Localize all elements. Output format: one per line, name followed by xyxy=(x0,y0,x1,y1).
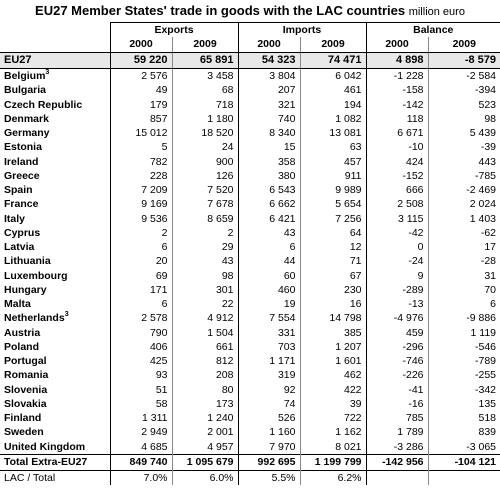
cell: 12 xyxy=(300,240,366,254)
cell: 722 xyxy=(300,411,366,425)
table-row xyxy=(0,83,500,97)
table-row xyxy=(0,112,500,126)
cell: 3 804 xyxy=(238,69,300,84)
row-label xyxy=(0,311,110,325)
row-label xyxy=(0,383,110,397)
cell: 5 439 xyxy=(428,126,500,140)
cell: 790 xyxy=(110,326,172,340)
cell: 58 xyxy=(110,397,172,411)
cell: 7.0% xyxy=(110,470,172,485)
cell: 6 662 xyxy=(238,197,300,211)
cell: 93 xyxy=(110,368,172,382)
cell: 7 678 xyxy=(172,197,238,211)
cell: 331 xyxy=(238,326,300,340)
footnote-marker: 3 xyxy=(45,69,50,76)
cell: 1 601 xyxy=(300,354,366,368)
cell: -394 xyxy=(428,83,500,97)
cell: -3 065 xyxy=(428,440,500,455)
cell: 43 xyxy=(172,254,238,268)
table-row xyxy=(0,425,500,439)
table-row xyxy=(0,254,500,268)
year-header: 2000 xyxy=(110,37,172,53)
table-row xyxy=(0,297,500,311)
country-name: Luxembourg xyxy=(4,269,68,282)
country-name: Denmark xyxy=(4,112,49,125)
table-row xyxy=(0,240,500,254)
cell: 71 xyxy=(300,254,366,268)
cell: 666 xyxy=(366,183,428,197)
row-label xyxy=(0,140,110,154)
cell: 207 xyxy=(238,83,300,97)
lac-share-row xyxy=(0,470,500,485)
table-row xyxy=(0,126,500,140)
cell: 49 xyxy=(110,83,172,97)
cell: 6 421 xyxy=(238,212,300,226)
cell: -42 xyxy=(366,226,428,240)
cell: -785 xyxy=(428,169,500,183)
cell: 44 xyxy=(238,254,300,268)
row-label xyxy=(0,397,110,411)
cell: 7 554 xyxy=(238,311,300,325)
row-label xyxy=(0,440,110,455)
year-header: 2009 xyxy=(300,37,366,53)
table-row xyxy=(0,383,500,397)
row-label xyxy=(0,425,110,439)
cell: -28 xyxy=(428,254,500,268)
cell: 65 891 xyxy=(172,53,238,69)
cell: -62 xyxy=(428,226,500,240)
cell: 59 220 xyxy=(110,53,172,69)
cell: 7 256 xyxy=(300,212,366,226)
cell: 4 898 xyxy=(366,53,428,69)
cell: 4 685 xyxy=(110,440,172,455)
cell: 425 xyxy=(110,354,172,368)
cell: 74 471 xyxy=(300,53,366,69)
cell: 3 458 xyxy=(172,69,238,84)
cell: 2 xyxy=(110,226,172,240)
cell: -746 xyxy=(366,354,428,368)
cell: -2 469 xyxy=(428,183,500,197)
cell: 194 xyxy=(300,98,366,112)
cell: -1 228 xyxy=(366,69,428,84)
cell: 385 xyxy=(300,326,366,340)
row-label xyxy=(0,240,110,254)
table-row xyxy=(0,212,500,226)
table-row xyxy=(0,368,500,382)
cell: -142 xyxy=(366,98,428,112)
cell: -104 121 xyxy=(428,454,500,470)
cell: 8 659 xyxy=(172,212,238,226)
cell: 9 xyxy=(366,269,428,283)
cell: 39 xyxy=(300,397,366,411)
cell: 8 021 xyxy=(300,440,366,455)
cell: 1 180 xyxy=(172,112,238,126)
row-label xyxy=(0,83,110,97)
cell: 6 671 xyxy=(366,126,428,140)
cell: 208 xyxy=(172,368,238,382)
cell: 67 xyxy=(300,269,366,283)
cell: 857 xyxy=(110,112,172,126)
cell: 523 xyxy=(428,98,500,112)
country-name: United Kingdom xyxy=(4,440,86,453)
cell: 992 695 xyxy=(238,454,300,470)
cell: 839 xyxy=(428,425,500,439)
cell: 2 576 xyxy=(110,69,172,84)
country-name: Italy xyxy=(4,212,26,225)
cell: -39 xyxy=(428,140,500,154)
country-name: Hungary xyxy=(4,283,47,296)
row-label xyxy=(0,169,110,183)
cell: -16 xyxy=(366,397,428,411)
cell: 1 207 xyxy=(300,340,366,354)
cell: 14 798 xyxy=(300,311,366,325)
cell: 22 xyxy=(172,297,238,311)
row-label xyxy=(0,326,110,340)
cell: 51 xyxy=(110,383,172,397)
cell: 3 115 xyxy=(366,212,428,226)
cell: 782 xyxy=(110,155,172,169)
cell: 13 081 xyxy=(300,126,366,140)
row-label xyxy=(0,226,110,240)
country-name: Netherlands xyxy=(4,312,65,325)
cell: 5 654 xyxy=(300,197,366,211)
table-row xyxy=(0,226,500,240)
row-label xyxy=(0,155,110,169)
table-row xyxy=(0,98,500,112)
year-header-row xyxy=(0,37,500,53)
cell: 43 xyxy=(238,226,300,240)
country-name: Finland xyxy=(4,412,42,424)
cell: 459 xyxy=(366,326,428,340)
country-name: Greece xyxy=(4,169,40,182)
cell: 6 xyxy=(110,297,172,311)
row-label xyxy=(0,98,110,112)
cell: 7 209 xyxy=(110,183,172,197)
cell: -255 xyxy=(428,368,500,382)
unit-text: million euro xyxy=(408,6,465,18)
cell: 19 xyxy=(238,297,300,311)
table-row xyxy=(0,311,500,325)
cell: 301 xyxy=(172,283,238,297)
cell: 228 xyxy=(110,169,172,183)
country-name: Czech Republic xyxy=(4,98,83,111)
cell: 6 543 xyxy=(238,183,300,197)
row-label xyxy=(0,283,110,297)
cell: 1 240 xyxy=(172,411,238,425)
table-row xyxy=(0,140,500,154)
cell: 7 520 xyxy=(172,183,238,197)
trade-table xyxy=(0,22,500,485)
country-name: Belgium xyxy=(4,70,46,82)
cell: 29 xyxy=(172,240,238,254)
row-label: EU27 xyxy=(0,53,110,69)
cell: -142 956 xyxy=(366,454,428,470)
cell: 900 xyxy=(172,155,238,169)
cell: 2 024 xyxy=(428,197,500,211)
group-header-balance: Balance xyxy=(366,23,500,38)
cell: 1 082 xyxy=(300,112,366,126)
cell: 457 xyxy=(300,155,366,169)
group-header-exports: Exports xyxy=(110,23,238,38)
cell: -789 xyxy=(428,354,500,368)
row-label: LAC / Total xyxy=(0,470,110,485)
table-row xyxy=(0,169,500,183)
cell: 15 xyxy=(238,140,300,154)
cell: 1 119 xyxy=(428,326,500,340)
cell: 7 970 xyxy=(238,440,300,455)
cell xyxy=(428,470,500,485)
cell: 6 xyxy=(238,240,300,254)
row-label xyxy=(0,340,110,354)
table-row xyxy=(0,411,500,425)
country-name: Lithuania xyxy=(4,255,51,268)
cell: 703 xyxy=(238,340,300,354)
country-name: Romania xyxy=(4,369,49,382)
cell: 461 xyxy=(300,83,366,97)
document-title xyxy=(0,0,500,22)
cell: 2 578 xyxy=(110,311,172,325)
cell: 4 957 xyxy=(172,440,238,455)
cell: 70 xyxy=(428,283,500,297)
table-row xyxy=(0,69,500,84)
table-row xyxy=(0,340,500,354)
cell: 118 xyxy=(366,112,428,126)
cell: 54 323 xyxy=(238,53,300,69)
cell: 1 162 xyxy=(300,425,366,439)
cell: 17 xyxy=(428,240,500,254)
cell: -13 xyxy=(366,297,428,311)
row-label xyxy=(0,368,110,382)
cell: 785 xyxy=(366,411,428,425)
cell: 4 912 xyxy=(172,311,238,325)
cell: -9 886 xyxy=(428,311,500,325)
cell: 171 xyxy=(110,283,172,297)
table-row xyxy=(0,155,500,169)
cell: 319 xyxy=(238,368,300,382)
cell: 1 789 xyxy=(366,425,428,439)
cell: 849 740 xyxy=(110,454,172,470)
year-header: 2009 xyxy=(172,37,238,53)
group-header-imports: Imports xyxy=(238,23,366,38)
cell: -152 xyxy=(366,169,428,183)
title-text: EU27 Member States' trade in goods with the LAC countries xyxy=(35,3,406,18)
country-name: Poland xyxy=(4,340,40,353)
year-header: 2009 xyxy=(428,37,500,53)
cell: 92 xyxy=(238,383,300,397)
cell: 422 xyxy=(300,383,366,397)
cell: 64 xyxy=(300,226,366,240)
cell: 6 xyxy=(428,297,500,311)
country-name: Slovakia xyxy=(4,397,47,410)
cell: 9 169 xyxy=(110,197,172,211)
cell: 31 xyxy=(428,269,500,283)
cell: 518 xyxy=(428,411,500,425)
cell: -41 xyxy=(366,383,428,397)
cell: 1 403 xyxy=(428,212,500,226)
cell: 661 xyxy=(172,340,238,354)
cell: -8 579 xyxy=(428,53,500,69)
cell: 2 508 xyxy=(366,197,428,211)
cell: 460 xyxy=(238,283,300,297)
cell: 60 xyxy=(238,269,300,283)
cell: 718 xyxy=(172,98,238,112)
total-row xyxy=(0,454,500,470)
cell: 230 xyxy=(300,283,366,297)
cell: 1 311 xyxy=(110,411,172,425)
cell: -289 xyxy=(366,283,428,297)
cell: 462 xyxy=(300,368,366,382)
cell: 5 xyxy=(110,140,172,154)
cell xyxy=(366,470,428,485)
country-name: Portugal xyxy=(4,355,47,367)
cell: 8 340 xyxy=(238,126,300,140)
table-row xyxy=(0,269,500,283)
table-row xyxy=(0,283,500,297)
row-label xyxy=(0,69,110,84)
cell: 24 xyxy=(172,140,238,154)
row-label xyxy=(0,112,110,126)
cell: 321 xyxy=(238,98,300,112)
cell: 126 xyxy=(172,169,238,183)
cell: 380 xyxy=(238,169,300,183)
cell: 6 xyxy=(110,240,172,254)
country-name: Ireland xyxy=(4,155,39,168)
cell: -10 xyxy=(366,140,428,154)
footnote-marker: 3 xyxy=(64,311,69,319)
cell: -342 xyxy=(428,383,500,397)
cell: 80 xyxy=(172,383,238,397)
cell: 74 xyxy=(238,397,300,411)
cell: -3 286 xyxy=(366,440,428,455)
country-name: Bulgaria xyxy=(4,84,47,97)
table-row xyxy=(0,354,500,368)
country-name: Cyprus xyxy=(4,226,41,239)
table-row xyxy=(0,440,500,455)
cell: 1 199 799 xyxy=(300,454,366,470)
cell: 6 042 xyxy=(300,69,366,84)
cell: 2 949 xyxy=(110,425,172,439)
cell: 424 xyxy=(366,155,428,169)
country-name: Sweden xyxy=(4,426,44,439)
cell: 6.2% xyxy=(300,470,366,485)
table-row xyxy=(0,183,500,197)
year-header: 2000 xyxy=(366,37,428,53)
cell: 179 xyxy=(110,98,172,112)
row-label: Total Extra-EU27 xyxy=(0,454,110,470)
cell: -24 xyxy=(366,254,428,268)
cell: 526 xyxy=(238,411,300,425)
cell: 18 520 xyxy=(172,126,238,140)
row-label xyxy=(0,212,110,226)
cell: 20 xyxy=(110,254,172,268)
row-label xyxy=(0,126,110,140)
cell: 443 xyxy=(428,155,500,169)
cell: 68 xyxy=(172,83,238,97)
cell: 9 989 xyxy=(300,183,366,197)
cell: -226 xyxy=(366,368,428,382)
cell: 2 xyxy=(172,226,238,240)
cell: 0 xyxy=(366,240,428,254)
cell: 9 536 xyxy=(110,212,172,226)
row-label xyxy=(0,254,110,268)
country-name: Germany xyxy=(4,127,50,139)
cell: -4 976 xyxy=(366,311,428,325)
cell: 173 xyxy=(172,397,238,411)
cell: 135 xyxy=(428,397,500,411)
cell: 911 xyxy=(300,169,366,183)
table-row xyxy=(0,326,500,340)
table-row xyxy=(0,397,500,411)
cell: 15 012 xyxy=(110,126,172,140)
cell: 16 xyxy=(300,297,366,311)
country-name: Latvia xyxy=(4,241,35,253)
cell: -2 584 xyxy=(428,69,500,84)
cell: 1 160 xyxy=(238,425,300,439)
cell: 98 xyxy=(172,269,238,283)
country-name: Spain xyxy=(4,184,33,196)
cell: 98 xyxy=(428,112,500,126)
cell: 2 001 xyxy=(172,425,238,439)
country-name: Estonia xyxy=(4,141,42,154)
row-label xyxy=(0,297,110,311)
row-label xyxy=(0,269,110,283)
cell: 740 xyxy=(238,112,300,126)
year-header: 2000 xyxy=(238,37,300,53)
cell: 69 xyxy=(110,269,172,283)
row-label xyxy=(0,197,110,211)
row-label xyxy=(0,183,110,197)
cell: 5.5% xyxy=(238,470,300,485)
cell: -158 xyxy=(366,83,428,97)
group-header-row xyxy=(0,23,500,38)
country-name: France xyxy=(4,198,39,211)
table-row xyxy=(0,197,500,211)
cell: -546 xyxy=(428,340,500,354)
cell: 406 xyxy=(110,340,172,354)
cell: 63 xyxy=(300,140,366,154)
row-label xyxy=(0,354,110,368)
cell: -296 xyxy=(366,340,428,354)
cell: 1 095 679 xyxy=(172,454,238,470)
country-name: Malta xyxy=(4,298,31,310)
row-label xyxy=(0,411,110,425)
cell: 812 xyxy=(172,354,238,368)
table-body xyxy=(0,53,500,455)
country-name: Slovenia xyxy=(4,383,48,396)
cell: 358 xyxy=(238,155,300,169)
country-name: Austria xyxy=(4,326,41,339)
cell: 1 171 xyxy=(238,354,300,368)
cell: 1 504 xyxy=(172,326,238,340)
cell: 6.0% xyxy=(172,470,238,485)
eu27-row xyxy=(0,53,500,69)
